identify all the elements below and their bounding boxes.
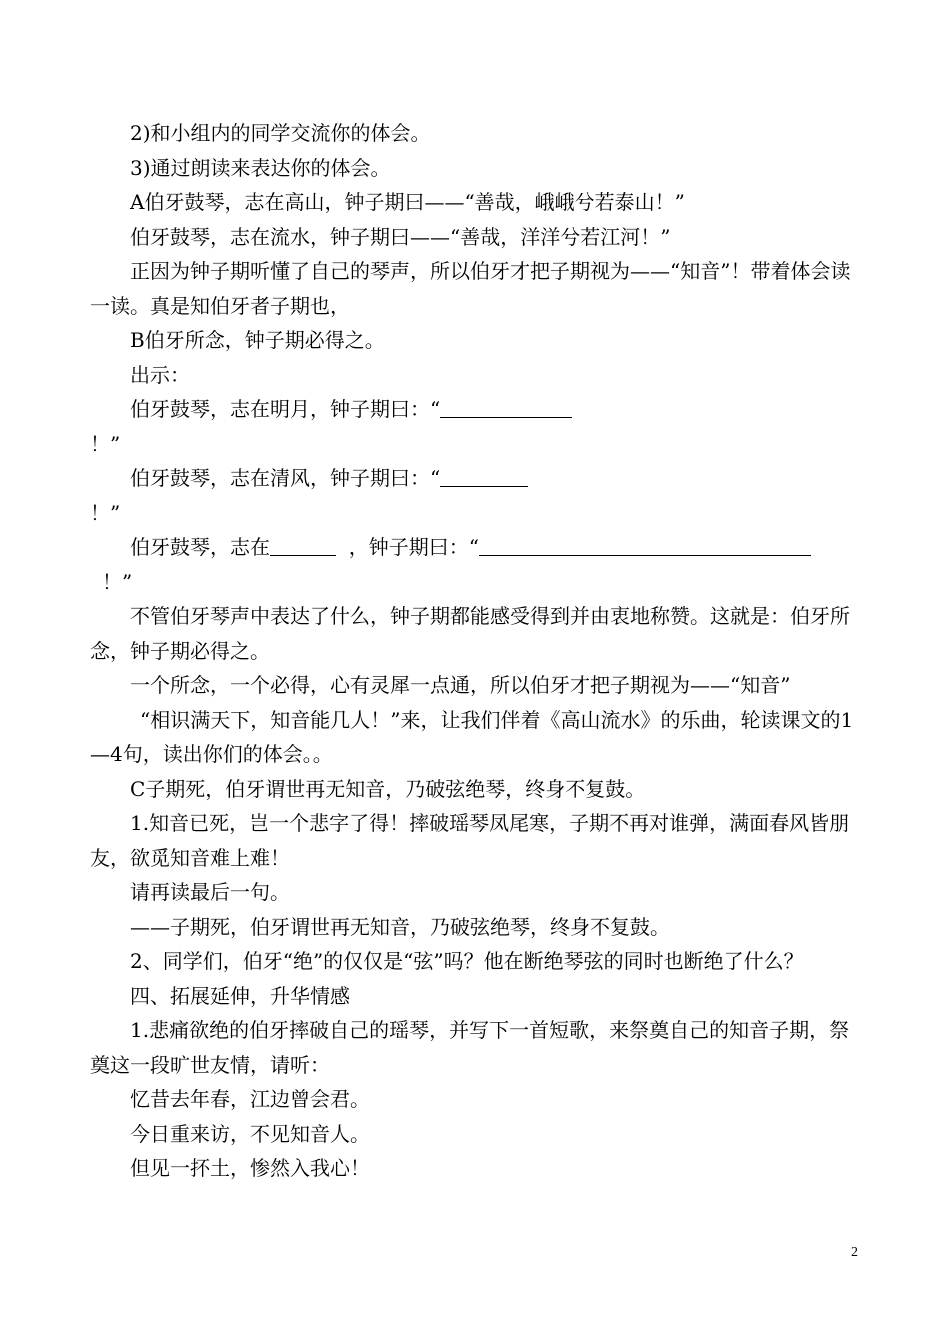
paragraph: 不管伯牙琴声中表达了什么，钟子期都能感受得到并由衷地称赞。这就是：伯牙所念，钟子期必得之。: [90, 604, 850, 663]
paragraph: 请再读最后一句。: [130, 880, 290, 904]
fill-in-blank: [479, 533, 811, 556]
fill-in-text: 伯牙鼓琴，志在: [130, 535, 270, 559]
poem-line: 忆昔去年春，江边曾会君。: [130, 1087, 370, 1111]
paragraph: 1.悲痛欲绝的伯牙摔破自己的瑶琴，并写下一首短歌，来祭奠自己的知音子期，祭奠这一段旷世友情，请听：: [90, 1018, 850, 1077]
paragraph: 正因为钟子期听懂了自己的琴声，所以伯牙才把子期视为——“知音”！带着体会读一读。真是知伯牙者子期也，: [90, 259, 851, 318]
paragraph: 2、同学们，伯牙“绝”的仅仅是“弦”吗？他在断绝琴弦的同时也断绝了什么？: [130, 949, 804, 973]
body-text: [90, 116, 860, 1186]
fill-in-text: ，钟子期曰：“: [348, 535, 479, 559]
paragraph: “相识满天下，知音能几人！”来，让我们伴着《高山流水》的乐曲，轮读课文的1—4句，读出你们的体会。。: [90, 707, 854, 766]
section-heading: 四、拓展延伸，升华情感: [130, 983, 350, 1008]
paragraph: A伯牙鼓琴，志在高山，钟子期曰——“善哉，峨峨兮若泰山！”: [130, 190, 685, 214]
poem-line: 但见一抔土，惨然入我心！: [130, 1156, 370, 1180]
paragraph: ——子期死，伯牙谓世再无知音，乃破弦绝琴，终身不复鼓。: [130, 914, 670, 939]
page-number: 2: [851, 1245, 858, 1260]
fill-in-blank: [440, 464, 528, 487]
paragraph: B伯牙所念，钟子期必得之。: [130, 328, 385, 352]
fill-in-line-end: ！”: [102, 569, 133, 594]
paragraph: C子期死，伯牙谓世再无知音，乃破弦绝琴，终身不复鼓。: [130, 776, 646, 801]
paragraph: 1.知音已死，岂一个悲字了得！摔破瑶琴凤尾寒，子期不再对谁弹，满面春风皆朋友，欲觅知音难上难！: [90, 811, 850, 870]
poem-line: 今日重来访，不见知音人。: [130, 1121, 370, 1146]
fill-in-line-end: ！”: [90, 431, 121, 456]
paragraph: 一个所念，一个必得，心有灵犀一点通，所以伯牙才把子期视为——“知音”: [130, 673, 791, 697]
paragraph: 2)和小组内的同学交流你的体会。: [130, 121, 431, 145]
fill-in-blank: [270, 533, 336, 556]
fill-in-line: [90, 530, 860, 565]
fill-in-text: 伯牙鼓琴，志在明月，钟子期曰：“: [130, 397, 441, 421]
fill-in-line: [90, 461, 860, 496]
fill-in-blank: [440, 395, 572, 418]
fill-in-line-end: ！”: [90, 500, 121, 525]
paragraph: 伯牙鼓琴，志在流水，钟子期曰——“善哉，洋洋兮若江河！”: [130, 224, 671, 249]
fill-in-text: 伯牙鼓琴，志在清风，钟子期曰：“: [130, 466, 441, 490]
paragraph: 3)通过朗读来表达你的体会。: [130, 155, 391, 180]
paragraph: 出示：: [130, 362, 190, 387]
fill-in-line: [90, 392, 860, 427]
